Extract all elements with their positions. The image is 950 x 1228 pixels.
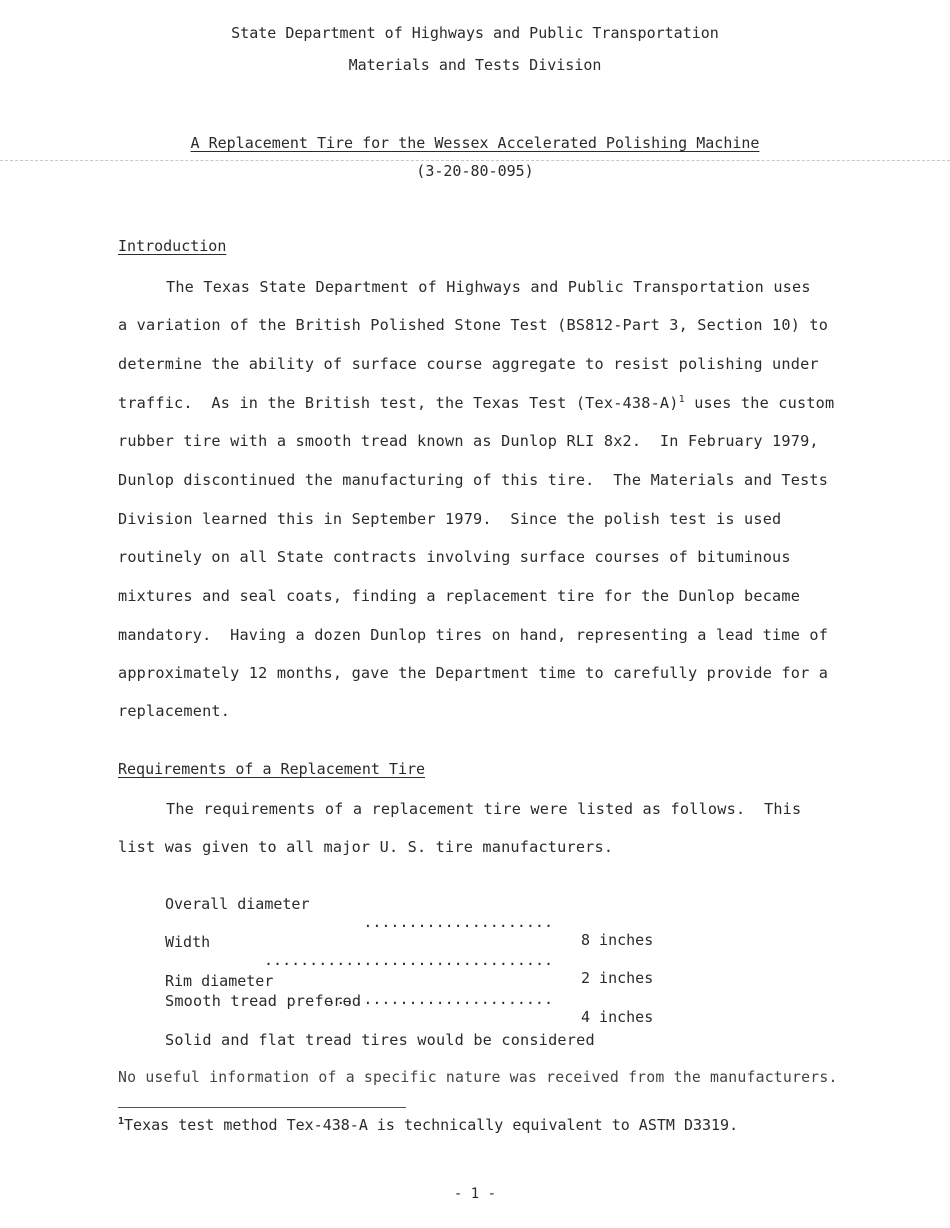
intro-line-3: determine the ability of surface course aggregate to resist polishing under — [118, 355, 819, 373]
spec-value: 8 inches — [581, 931, 654, 949]
spec-leader: ..................... — [363, 913, 553, 931]
spec-label: Rim diameter — [165, 972, 274, 990]
scan-divider — [0, 160, 950, 161]
document-title-text: A Replacement Tire for the Wessex Accelerated Polishing Machine — [190, 134, 760, 152]
solid-tire-note: Solid and flat tread tires would be considered — [165, 1031, 595, 1049]
introduction-heading: Introduction — [118, 237, 227, 255]
spec-label: Overall diameter — [165, 895, 310, 913]
intro-line-2: a variation of the British Polished Stone Test (BS812-Part 3, Section 10) to — [118, 316, 829, 334]
spec-leader: ......................... — [327, 990, 553, 1008]
intro-line-8: routinely on all State contracts involving surface courses of bituminous — [118, 548, 791, 566]
footnote-marker: 1 — [118, 1116, 125, 1127]
spec-label: Width — [165, 933, 211, 951]
document-title — [0, 134, 950, 152]
intro-line-7: Division learned this in September 1979. Since the polish test is used — [118, 510, 782, 528]
spec-value: 2 inches — [581, 969, 654, 987]
division-header: Materials and Tests Division — [348, 56, 602, 74]
req-line-2: list was given to all major U. S. tire manufacturers. — [118, 838, 614, 856]
intro-line-1: The Texas State Department of Highways and Public Transportation uses — [166, 278, 811, 296]
department-header: State Department of Highways and Public Transportation — [231, 24, 719, 42]
req-line-1: The requirements of a replacement tire were listed as follows. This — [166, 800, 802, 818]
document-code: (3-20-80-095) — [416, 162, 534, 180]
intro-line-4-tail: uses the custom — [684, 394, 835, 413]
footnote-divider — [118, 1107, 406, 1108]
intro-line-11: approximately 12 months, gave the Department time to carefully provide for a — [118, 664, 829, 682]
requirements-heading: Requirements of a Replacement Tire — [118, 760, 426, 778]
spec-value: 4 inches — [581, 1008, 654, 1026]
page-number: - 1 - — [453, 1186, 497, 1202]
intro-line-5: rubber tire with a smooth tread known as Dunlop RLI 8x2. In February 1979, — [118, 432, 819, 450]
tread-note: Smooth tread prefered — [165, 992, 362, 1010]
intro-line-4 — [118, 394, 834, 412]
spec-leader: ................................ — [264, 951, 553, 969]
intro-line-6: Dunlop discontinued the manufacturing of this tire. The Materials and Tests — [118, 471, 829, 489]
intro-line-10: mandatory. Having a dozen Dunlop tires on hand, representing a lead time of — [118, 626, 829, 644]
footnote-ref: 1 — [678, 394, 685, 405]
intro-line-9: mixtures and seal coats, finding a replacement tire for the Dunlop became — [118, 587, 801, 605]
closing-line: No useful information of a specific nature was received from the manufacturers. — [118, 1069, 838, 1086]
footnote — [118, 1116, 738, 1134]
intro-line-12: replacement. — [118, 702, 231, 720]
footnote-text: Texas test method Tex-438-A is technically equivalent to ASTM D3319. — [124, 1116, 739, 1134]
intro-line-4-head: traffic. As in the British test, the Texas Test (Tex-438-A) — [118, 394, 679, 413]
